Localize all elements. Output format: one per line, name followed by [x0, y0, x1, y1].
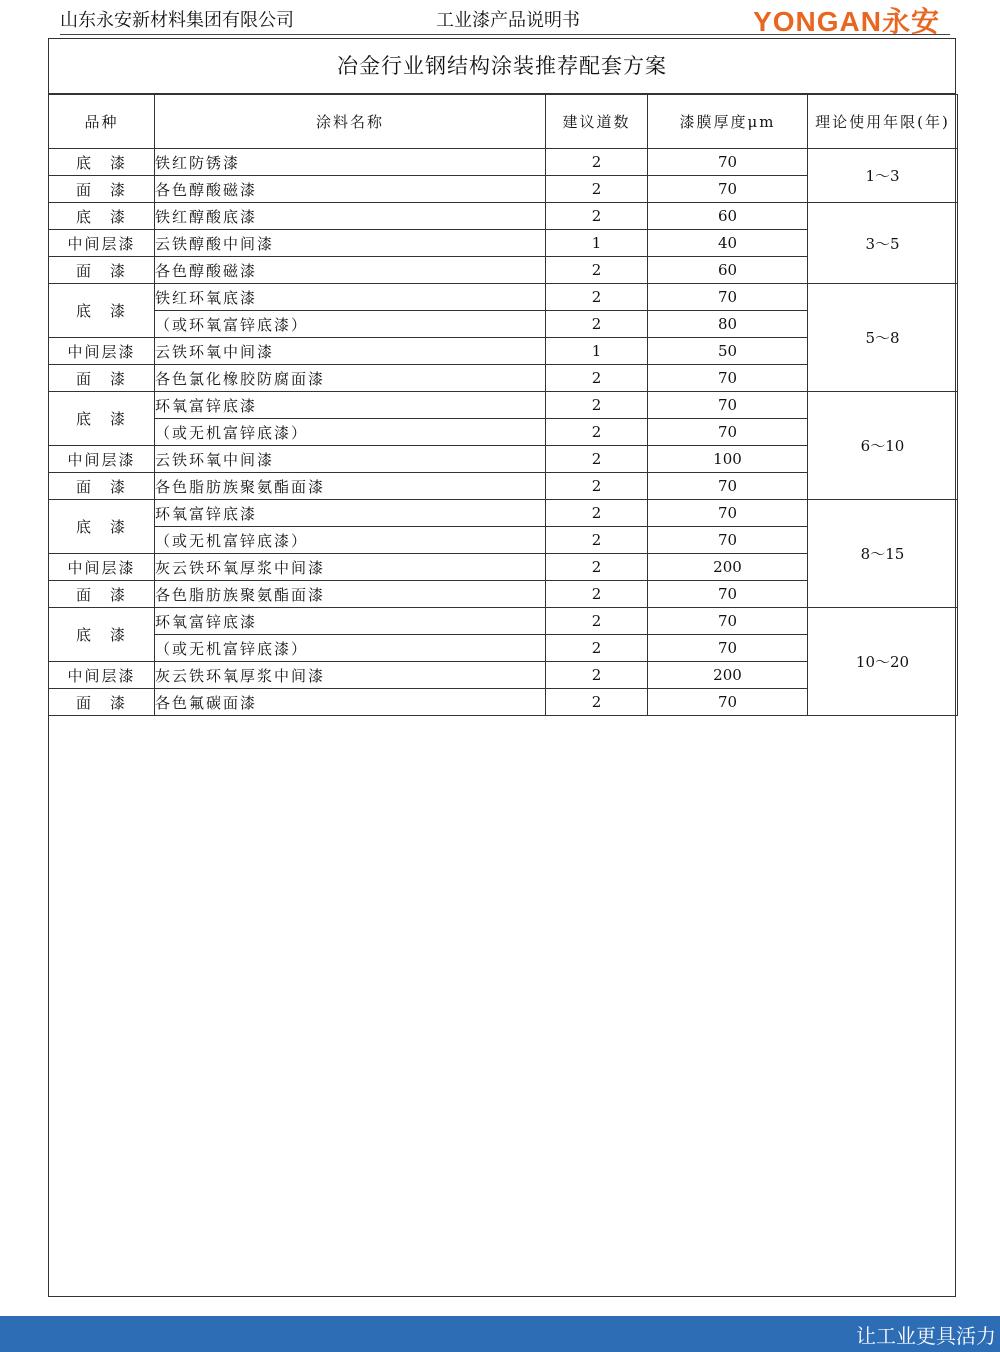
company-logo: YONGAN永安	[753, 6, 940, 37]
col-service-life: 理论使用年限(年)	[808, 95, 958, 149]
paint-name-cell: 各色脂肪族聚氨酯面漆	[155, 473, 546, 500]
paint-name-cell: （或环氧富锌底漆）	[155, 311, 546, 338]
service-life-cell: 3～5	[808, 203, 958, 284]
thickness-cell: 70	[648, 473, 808, 500]
table-row	[49, 149, 958, 176]
coats-cell: 2	[546, 635, 648, 662]
footer-bar	[0, 1316, 1000, 1352]
paint-name-cell: （或无机富锌底漆）	[155, 419, 546, 446]
thickness-cell: 80	[648, 311, 808, 338]
paint-name-cell: 各色醇酸磁漆	[155, 257, 546, 284]
coats-cell: 2	[546, 149, 648, 176]
table-row	[49, 500, 958, 527]
coats-cell: 2	[546, 284, 648, 311]
paint-name-cell: 环氧富锌底漆	[155, 608, 546, 635]
col-thickness: 漆膜厚度μm	[648, 95, 808, 149]
thickness-cell: 100	[648, 446, 808, 473]
kind-cell: 面 漆	[49, 473, 155, 500]
paint-name-cell: 云铁醇酸中间漆	[155, 230, 546, 257]
thickness-cell: 200	[648, 662, 808, 689]
kind-cell: 中间层漆	[49, 338, 155, 365]
paint-name-cell: 铁红醇酸底漆	[155, 203, 546, 230]
content-frame	[48, 38, 956, 1297]
header-divider	[60, 34, 950, 35]
thickness-cell: 70	[648, 365, 808, 392]
service-life-cell: 5～8	[808, 284, 958, 392]
thickness-cell: 70	[648, 392, 808, 419]
paint-name-cell: 云铁环氧中间漆	[155, 338, 546, 365]
thickness-cell: 70	[648, 608, 808, 635]
kind-cell: 底 漆	[49, 284, 155, 338]
table-header-row	[49, 95, 958, 149]
paint-name-cell: 各色氯化橡胶防腐面漆	[155, 365, 546, 392]
coats-cell: 2	[546, 554, 648, 581]
col-paint-name: 涂料名称	[155, 95, 546, 149]
thickness-cell: 60	[648, 257, 808, 284]
paint-name-cell: 灰云铁环氧厚浆中间漆	[155, 662, 546, 689]
thickness-cell: 70	[648, 581, 808, 608]
paint-name-cell: 各色醇酸磁漆	[155, 176, 546, 203]
col-coats: 建议道数	[546, 95, 648, 149]
thickness-cell: 70	[648, 176, 808, 203]
paint-name-cell: 云铁环氧中间漆	[155, 446, 546, 473]
kind-cell: 底 漆	[49, 392, 155, 446]
coats-cell: 2	[546, 203, 648, 230]
coats-cell: 1	[546, 230, 648, 257]
paint-name-cell: 环氧富锌底漆	[155, 500, 546, 527]
table-row	[49, 392, 958, 419]
kind-cell: 中间层漆	[49, 230, 155, 257]
thickness-cell: 200	[648, 554, 808, 581]
kind-cell: 中间层漆	[49, 446, 155, 473]
coating-scheme-table	[48, 94, 958, 716]
coats-cell: 2	[546, 662, 648, 689]
coats-cell: 2	[546, 500, 648, 527]
service-life-cell: 10～20	[808, 608, 958, 716]
thickness-cell: 70	[648, 527, 808, 554]
kind-cell: 面 漆	[49, 257, 155, 284]
kind-cell: 面 漆	[49, 176, 155, 203]
thickness-cell: 70	[648, 689, 808, 716]
coats-cell: 2	[546, 581, 648, 608]
paint-name-cell: （或无机富锌底漆）	[155, 635, 546, 662]
thickness-cell: 40	[648, 230, 808, 257]
col-kind: 品种	[49, 95, 155, 149]
coats-cell: 2	[546, 176, 648, 203]
service-life-cell: 1～3	[808, 149, 958, 203]
coats-cell: 2	[546, 608, 648, 635]
coats-cell: 2	[546, 311, 648, 338]
kind-cell: 面 漆	[49, 689, 155, 716]
paint-name-cell: 灰云铁环氧厚浆中间漆	[155, 554, 546, 581]
table-row	[49, 608, 958, 635]
coats-cell: 2	[546, 257, 648, 284]
kind-cell: 面 漆	[49, 581, 155, 608]
thickness-cell: 70	[648, 635, 808, 662]
thickness-cell: 60	[648, 203, 808, 230]
paint-name-cell: 各色脂肪族聚氨酯面漆	[155, 581, 546, 608]
kind-cell: 中间层漆	[49, 554, 155, 581]
company-name: 山东永安新材料集团有限公司	[60, 10, 294, 31]
thickness-cell: 70	[648, 500, 808, 527]
coats-cell: 2	[546, 689, 648, 716]
table-title: 冶金行业钢结构涂装推荐配套方案	[49, 39, 955, 94]
service-life-cell: 8～15	[808, 500, 958, 608]
thickness-cell: 70	[648, 149, 808, 176]
table-row	[49, 203, 958, 230]
paint-name-cell: 铁红防锈漆	[155, 149, 546, 176]
thickness-cell: 70	[648, 419, 808, 446]
kind-cell: 底 漆	[49, 149, 155, 176]
kind-cell: 底 漆	[49, 500, 155, 554]
kind-cell: 底 漆	[49, 203, 155, 230]
kind-cell: 面 漆	[49, 365, 155, 392]
coats-cell: 2	[546, 473, 648, 500]
table-row	[49, 284, 958, 311]
service-life-cell: 6～10	[808, 392, 958, 500]
coats-cell: 2	[546, 527, 648, 554]
paint-name-cell: 各色氟碳面漆	[155, 689, 546, 716]
footer-slogan: 让工业更具活力	[856, 1324, 996, 1348]
thickness-cell: 50	[648, 338, 808, 365]
paint-name-cell: （或无机富锌底漆）	[155, 527, 546, 554]
coats-cell: 2	[546, 419, 648, 446]
coats-cell: 2	[546, 446, 648, 473]
thickness-cell: 70	[648, 284, 808, 311]
kind-cell: 中间层漆	[49, 662, 155, 689]
coats-cell: 2	[546, 392, 648, 419]
paint-name-cell: 铁红环氧底漆	[155, 284, 546, 311]
coats-cell: 1	[546, 338, 648, 365]
kind-cell: 底 漆	[49, 608, 155, 662]
document-title: 工业漆产品说明书	[436, 10, 580, 31]
coats-cell: 2	[546, 365, 648, 392]
paint-name-cell: 环氧富锌底漆	[155, 392, 546, 419]
